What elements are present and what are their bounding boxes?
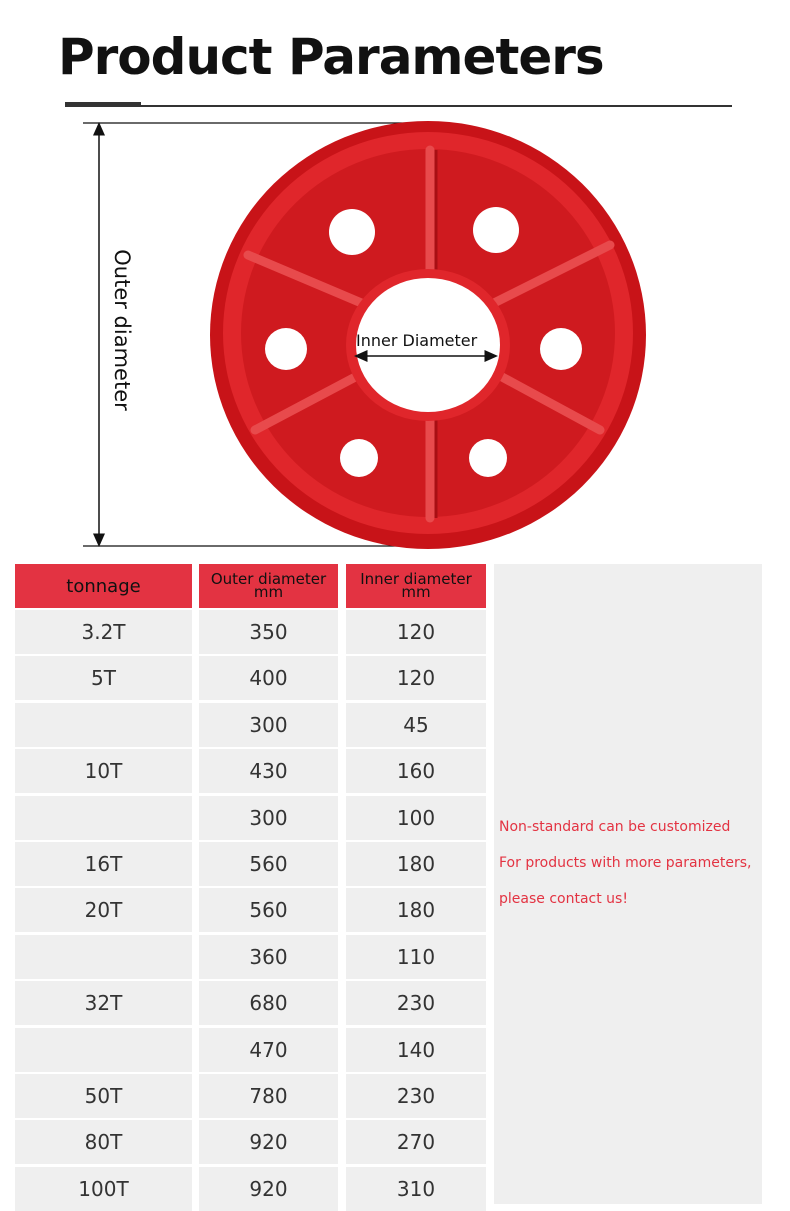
- cell-tonnage: 16T: [15, 842, 192, 886]
- cell-inner-diameter: 120: [346, 610, 486, 654]
- outer-diameter-label: Outer diameter: [110, 249, 134, 411]
- cell-outer-diameter: 300: [199, 703, 338, 747]
- header-inner-diameter: [346, 564, 486, 608]
- cell-inner-diameter: 230: [346, 981, 486, 1025]
- cell-outer-diameter: 400: [199, 656, 338, 700]
- cell-inner-diameter: 160: [346, 749, 486, 793]
- cell-outer-diameter: 470: [199, 1028, 338, 1072]
- customization-note: [494, 564, 762, 1204]
- cell-tonnage: 100T: [15, 1167, 192, 1211]
- cell-outer-diameter: 360: [199, 935, 338, 979]
- cell-outer-diameter: 430: [199, 749, 338, 793]
- cell-tonnage: 5T: [15, 656, 192, 700]
- header-inner-diameter-label: Inner diameter: [360, 570, 472, 588]
- cell-inner-diameter: 270: [346, 1120, 486, 1164]
- cell-inner-diameter: 110: [346, 935, 486, 979]
- note-line: For products with more parameters,: [499, 855, 752, 871]
- title-underline: [65, 105, 732, 107]
- cell-tonnage: 10T: [15, 749, 192, 793]
- header-outer-diameter-unit: mm: [253, 583, 284, 601]
- cell-tonnage: [15, 935, 192, 979]
- cell-outer-diameter: 300: [199, 796, 338, 840]
- note-line: Non-standard can be customized: [499, 819, 731, 835]
- header-inner-diameter-unit: mm: [401, 583, 431, 601]
- cell-tonnage: 3.2T: [15, 610, 192, 654]
- header-tonnage-label: tonnage: [66, 575, 141, 597]
- cell-outer-diameter: 920: [199, 1167, 338, 1211]
- cell-outer-diameter: 920: [199, 1120, 338, 1164]
- note-line: please contact us!: [499, 891, 628, 907]
- cell-tonnage: 50T: [15, 1074, 192, 1118]
- cell-outer-diameter: 680: [199, 981, 338, 1025]
- cell-inner-diameter: 45: [346, 703, 486, 747]
- cell-tonnage: [15, 703, 192, 747]
- header-outer-diameter: [199, 564, 338, 608]
- cell-outer-diameter: 560: [199, 842, 338, 886]
- cell-tonnage: [15, 796, 192, 840]
- cell-inner-diameter: 100: [346, 796, 486, 840]
- cell-outer-diameter: 350: [199, 610, 338, 654]
- cell-inner-diameter: 180: [346, 842, 486, 886]
- cell-inner-diameter: 140: [346, 1028, 486, 1072]
- cell-tonnage: 80T: [15, 1120, 192, 1164]
- header-outer-diameter-label: Outer diameter: [210, 570, 327, 588]
- cell-tonnage: 20T: [15, 888, 192, 932]
- cell-inner-diameter: 230: [346, 1074, 486, 1118]
- header-tonnage: [15, 564, 192, 608]
- page-title: Product Parameters: [58, 28, 604, 86]
- cell-outer-diameter: 780: [199, 1074, 338, 1118]
- cell-inner-diameter: 180: [346, 888, 486, 932]
- cell-outer-diameter: 560: [199, 888, 338, 932]
- cell-inner-diameter: 310: [346, 1167, 486, 1211]
- inner-diameter-label: Inner Diameter: [356, 331, 478, 350]
- cell-inner-diameter: 120: [346, 656, 486, 700]
- cell-tonnage: [15, 1028, 192, 1072]
- cell-tonnage: 32T: [15, 981, 192, 1025]
